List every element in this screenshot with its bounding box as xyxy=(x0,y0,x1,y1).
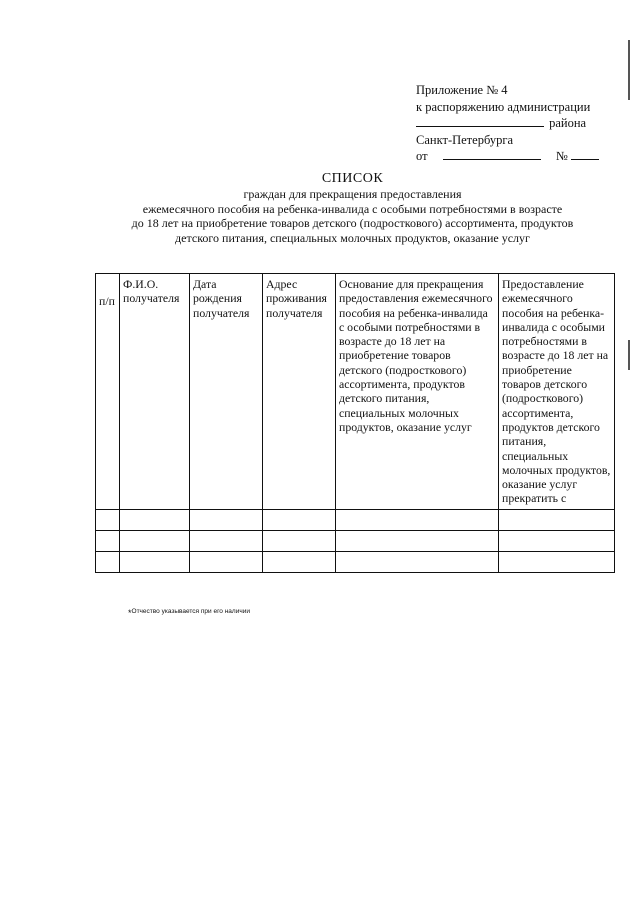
appendix-block xyxy=(416,82,616,165)
col-header-reason: Основание для прекращения предоставления ежемесячного пособия на ребенка-инвалида с особыми потребностями в возрасте до 18 лет на приобретение товаров детского (подросткового) ассортимента, продуктов детского питания, специальных молочных продуктов, оказание услуг xyxy=(336,274,499,510)
table-cell[interactable] xyxy=(190,551,263,572)
table-cell[interactable] xyxy=(263,509,336,530)
appendix-title: Приложение № 4 xyxy=(416,83,508,97)
heading-line-4: детского питания, специальных молочных продуктов, оказание услуг xyxy=(175,230,530,245)
table-cell[interactable] xyxy=(336,530,499,551)
heading-line-3: до 18 лет на приобретение товаров детского (подросткового) ассортимента, продуктов xyxy=(131,216,574,230)
col-header-termination-date: Предоставление ежемесячного пособия на ребенка-инвалида с особыми потребностями в возрасте до 18 лет на приобретение товаров детского (подросткового) ассортимента, продуктов детского питания, специальных молочных продуктов, оказание услуг прекратить с xyxy=(499,274,615,510)
table-cell[interactable] xyxy=(120,551,190,572)
number-label: № xyxy=(555,149,568,163)
table-cell[interactable] xyxy=(190,509,263,530)
table-row xyxy=(96,530,615,551)
table-row xyxy=(96,509,615,530)
document-title: СПИСОК xyxy=(321,171,384,186)
table-cell[interactable] xyxy=(263,551,336,572)
table-cell[interactable] xyxy=(499,551,615,572)
scan-edge-mark xyxy=(628,340,630,370)
table-row xyxy=(96,551,615,572)
recipients-table xyxy=(95,273,615,573)
heading-line-2: ежемесячного пособия на ребенка-инвалида с особыми потребностями в возрасте xyxy=(142,201,563,216)
table-cell[interactable] xyxy=(96,551,120,572)
col-header-name: Ф.И.О. получателя xyxy=(120,274,190,510)
city-line: Санкт-Петербурга xyxy=(416,132,514,147)
district-blank xyxy=(416,115,544,127)
date-blank xyxy=(443,148,541,160)
from-label: от xyxy=(416,149,428,163)
heading-line-1: граждан для прекращения предоставления xyxy=(243,187,462,201)
table-cell[interactable] xyxy=(190,530,263,551)
appendix-order-line: к распоряжению администрации xyxy=(416,99,591,114)
table-header-row xyxy=(96,274,615,510)
table-cell[interactable] xyxy=(336,509,499,530)
footnote xyxy=(128,608,250,618)
table-cell[interactable] xyxy=(120,509,190,530)
table-cell[interactable] xyxy=(499,509,615,530)
district-line xyxy=(416,115,616,132)
col-header-birthdate: Дата рождения получателя xyxy=(190,274,263,510)
table-cell[interactable] xyxy=(499,530,615,551)
date-number-line xyxy=(416,148,616,165)
number-blank xyxy=(571,148,599,160)
table-cell[interactable] xyxy=(263,530,336,551)
district-label: района xyxy=(549,116,587,130)
col-header-address: Адрес проживания получателя xyxy=(263,274,336,510)
table-cell[interactable] xyxy=(120,530,190,551)
table-cell[interactable] xyxy=(336,551,499,572)
scan-edge-mark xyxy=(628,40,630,100)
table-cell[interactable] xyxy=(96,530,120,551)
footnote-mark: * xyxy=(128,608,132,618)
col-header-number: п/п xyxy=(96,274,120,510)
table-cell[interactable] xyxy=(96,509,120,530)
footnote-text: Отчество указывается при его наличии xyxy=(131,608,250,615)
document-heading xyxy=(80,170,625,245)
